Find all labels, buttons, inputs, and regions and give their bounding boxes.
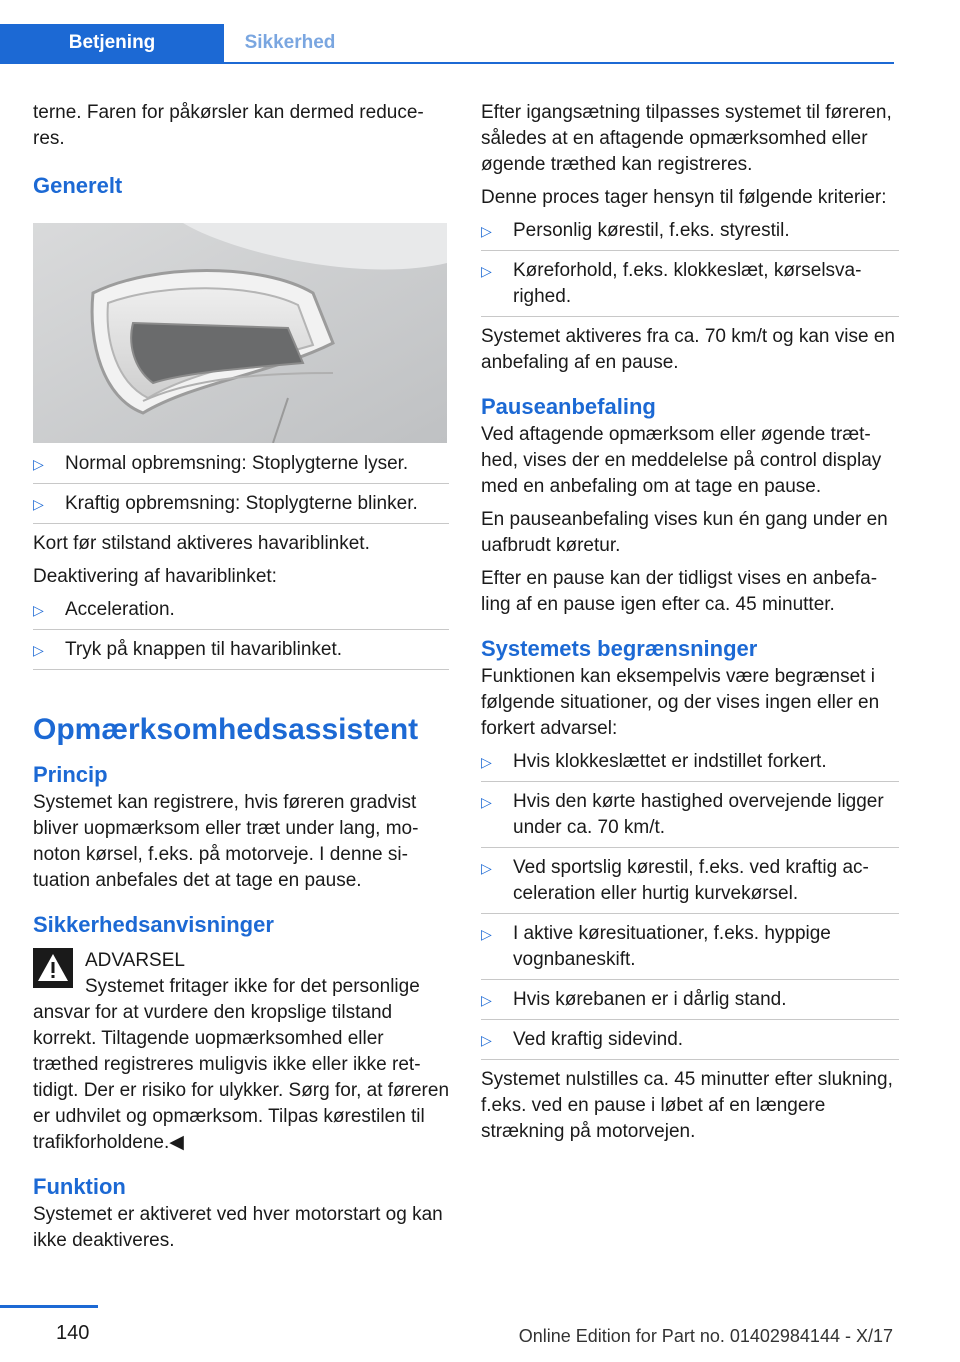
section-title: Opmærksomhedsassistent (33, 713, 419, 746)
left-column (33, 100, 449, 1261)
heading-funktion: Funktion (33, 1174, 126, 1199)
warning-title: ADVARSEL (85, 950, 185, 971)
process-paragraph: Denne proces tager hensyn til følgende kriterier: (481, 187, 887, 208)
warning-text: Systemet fritager ikke for det personlige ansvar for at vurdere den kropslige tilstand korrekt. Tiltagende uopmærksomhed eller træthed registreres muligvis ikke eller ikke rettidigt. Der er risiko for ulykker. Sørg for, at føreren er udhvilet og opmærksom. Tilpas kørestilen til trafikforholdene.◀ (33, 976, 450, 1153)
list-item: ▷ Ved kraftig sidevind. (481, 1027, 899, 1060)
right-column (481, 100, 899, 1152)
chapter-tabs (0, 24, 894, 64)
list-item: ▷ Hvis den kørte hastighed overvejende ligger under ca. 70 km/t. (481, 789, 899, 848)
pause-paragraph-2: En pauseanbefaling vises kun én gang under en uafbrudt køretur. (481, 509, 888, 556)
list-item: ▷ Hvis klokkeslættet er indstillet forkert. (481, 749, 899, 782)
hazard-paragraph: Kort før stilstand aktiveres havariblinket. (33, 533, 370, 554)
tab-betjening[interactable]: Betjening (0, 24, 224, 62)
list-item: ▷ Kraftig opbremsning: Stoplygterne blinker. (33, 491, 449, 524)
list-item: ▷ Køreforhold, f.eks. klokkeslæt, kørselsvarighed. (481, 258, 899, 317)
list-item: ▷ I aktive køresituationer, f.eks. hyppige vognbaneskift. (481, 921, 899, 980)
heading-sikkerhedsanvisninger: Sikkerhedsanvisninger (33, 912, 274, 937)
intro-paragraph: terne. Faren for påkørsler kan dermed reduceres. (33, 102, 424, 149)
list-item: ▷ Personlig kørestil, f.eks. styrestil. (481, 218, 899, 251)
heading-begraensninger: Systemets begrænsninger (481, 636, 758, 661)
footer-accent-line (0, 1305, 98, 1308)
activates-paragraph: Systemet aktiveres fra ca. 70 km/t og kan vise en anbefaling af en pause. (481, 326, 895, 373)
criteria-list (481, 218, 899, 317)
list-item: ▷ Acceleration. (33, 597, 449, 630)
princip-paragraph: Systemet kan registrere, hvis føreren gradvist bliver uopmærksom eller træt under lang, monoton kørsel, f.eks. på motorveje. I denne situation anbefales det at tage en pause. (33, 792, 419, 891)
brake-list (33, 451, 449, 524)
list-item: ▷ Tryk på knappen til havariblinket. (33, 637, 449, 670)
list-item: ▷ Ved sportslig kørestil, f.eks. ved kraftig acceleration eller hurtig kurvekørsel. (481, 855, 899, 914)
tail-light-photo (33, 223, 447, 443)
footer-edition: Online Edition for Part no. 01402984144 - X/17 (518, 1326, 893, 1346)
limits-paragraph: Funktionen kan eksempelvis være begrænset i følgende situationer, og der vises ingen eller en forkert advarsel: (481, 666, 880, 739)
list-item: ▷ Normal opbremsning: Stoplygterne lyser. (33, 451, 449, 484)
heading-generelt: Generelt (33, 173, 123, 198)
tab-sikkerhed[interactable]: Sikkerhed (244, 32, 336, 53)
pause-paragraph-3: Efter en pause kan der tidligst vises en anbefaling af en pause igen efter ca. 45 minutter. (481, 568, 878, 615)
warning-block (33, 948, 449, 1156)
deactivate-paragraph: Deaktivering af havariblinket: (33, 566, 277, 587)
heading-princip: Princip (33, 762, 108, 787)
list-item: ▷ Hvis kørebanen er i dårlig stand. (481, 987, 899, 1020)
page-number: 140 (56, 1322, 90, 1344)
adapt-paragraph: Efter igangsætning tilpasses systemet til føreren, således at en aftagende opmærksomhed eller øgende træthed kan registreres. (481, 102, 892, 175)
reset-paragraph: Systemet nulstilles ca. 45 minutter efter slukning, f.eks. ved en pause i løbet af en længere strækning på motorvejen. (481, 1069, 893, 1142)
heading-pauseanbefaling: Pauseanbefaling (481, 394, 656, 419)
warning-icon (33, 948, 73, 988)
deactivate-list (33, 597, 449, 670)
funktion-paragraph: Systemet er aktiveret ved hver motorstart og kan ikke deaktiveres. (33, 1204, 443, 1251)
limits-list (481, 749, 899, 1060)
pause-paragraph-1: Ved aftagende opmærksom eller øgende træthed, vises der en meddelelse på control display med en anbefaling om at tage en pause. (481, 424, 882, 497)
